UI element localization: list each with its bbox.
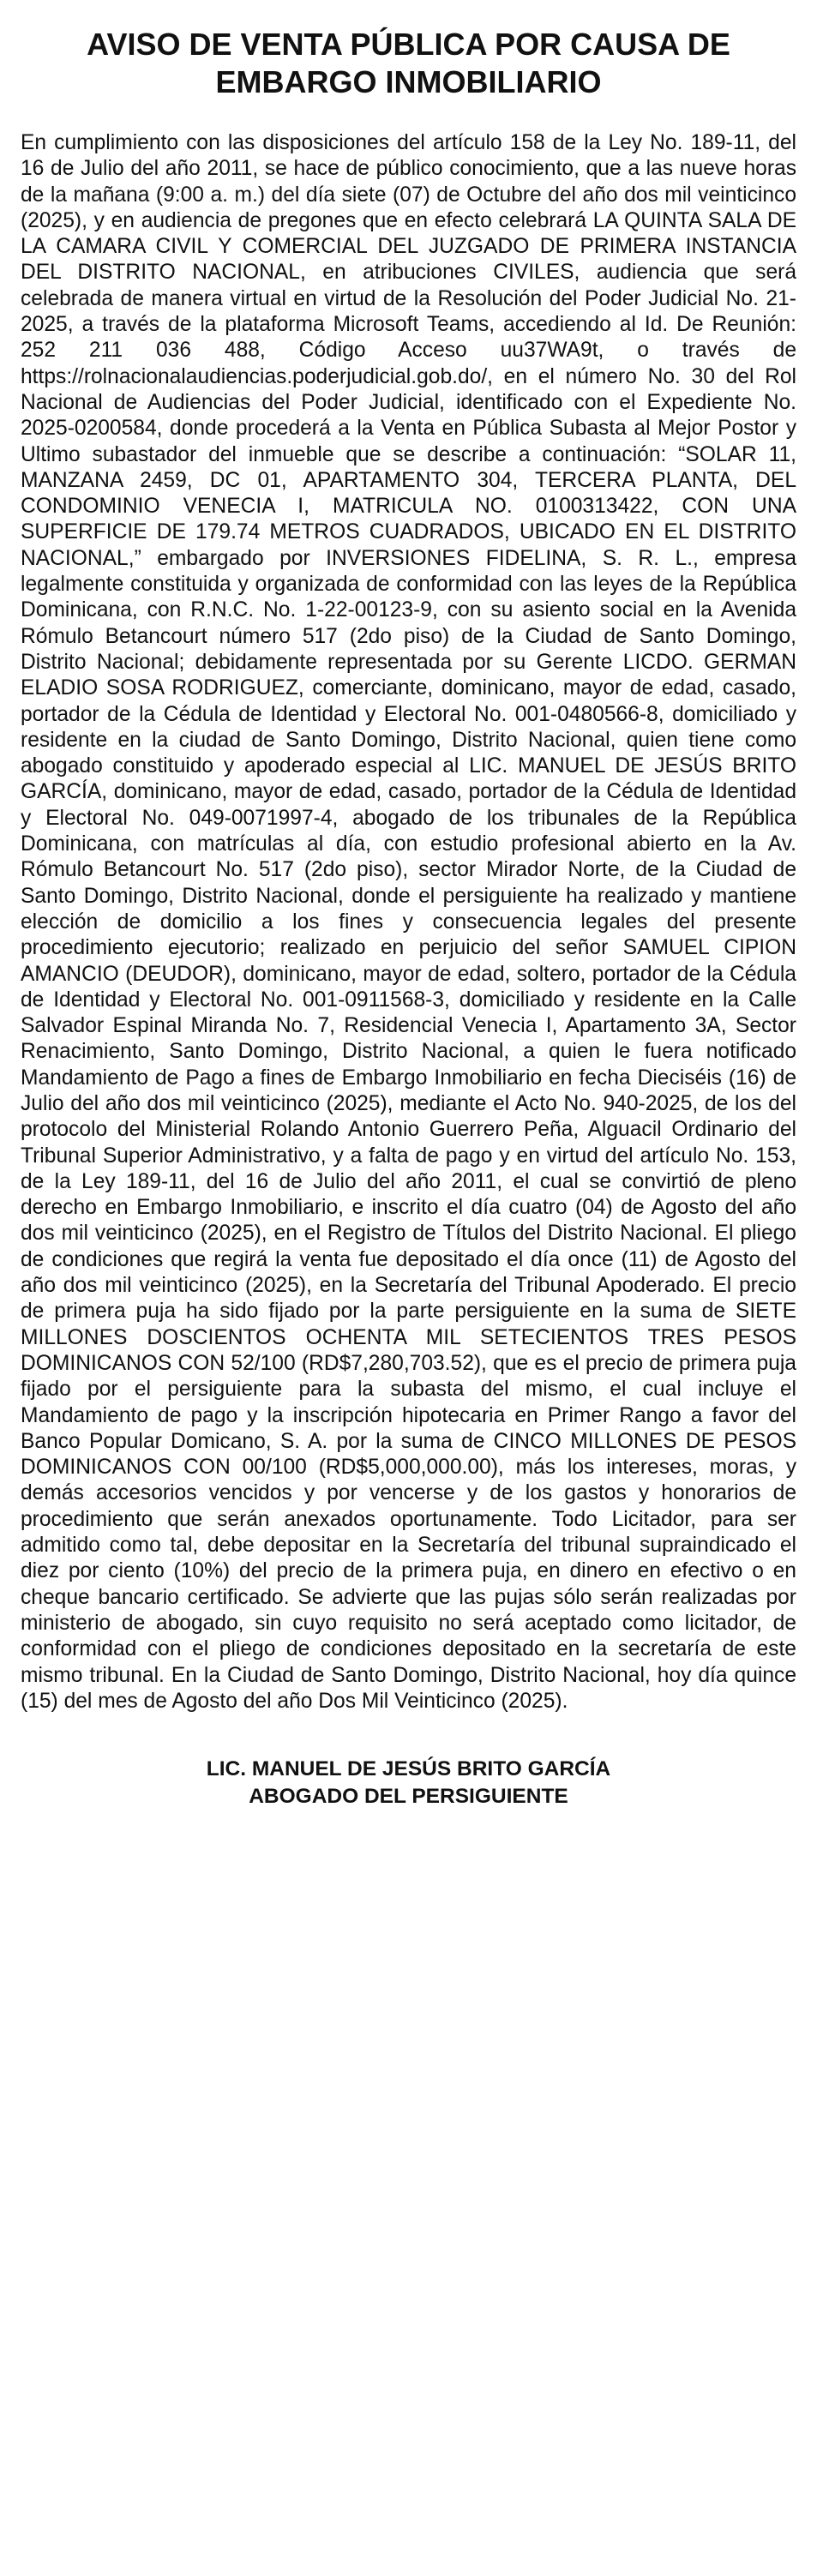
notice-title: AVISO DE VENTA PÚBLICA POR CAUSA DE EMBARGO INMOBILIARIO — [87, 27, 730, 99]
notice-body: En cumplimiento con las disposiciones del artículo 158 de la Ley No. 189-11, del 16 de Julio del año 2011, se hace de público conocimiento, que a las nueve horas de la mañana (9:00 a. m.) del día siete (07) de Octubre del año dos mil veinticinco (2025), y en audiencia de pregones que en efecto celebrará LA QUINTA SALA DE LA CAMARA CIVIL Y COMERCIAL DEL JUZGADO DE PRIMERA INSTANCIA DEL DISTRITO NACIONAL, en atribuciones CIVILES, audiencia que será celebrada de manera virtual en virtud de la Resolución del Poder Judicial No. 21-2025, a través de la plataforma Microsoft Teams, accediendo al Id. De Reunión: 252 211 036 488, Código Acceso uu37WA9t, o través de https://rolnacionalaudiencias.poderjudicial.gob.do/, en el número No. 30 del Rol Nacional de Audiencias del Poder Judicial, identificado con el Expediente No. 2025-0200584, donde procederá a la Venta en Pública Subasta al Mejor Postor y Ultimo subastador del inmueble que se describe a continuación: “SOLAR 11, MANZANA 2459, DC 01, APARTAMENTO 304, TERCERA PLANTA, DEL CONDOMINIO VENECIA I, MATRICULA NO. 0100313422, CON UNA SUPERFICIE DE 179.74 METROS CUADRADOS, UBICADO EN EL DISTRITO NACIONAL,” embargado por INVERSIONES FIDELINA, S. R. L., empresa legalmente constituida y organizada de conformidad con las leyes de la República Dominicana, con R.N.C. No. 1-22-00123-9, con su asiento social en la Avenida Rómulo Betancourt número 517 (2do piso) de la Ciudad de Santo Domingo, Distrito Nacional; debidamente representada por su Gerente LICDO. GERMAN ELADIO SOSA RODRIGUEZ, comerciante, dominicano, mayor de edad, casado, portador de la Cédula de Identidad y Electoral No. 001-0480566-8, domiciliado y residente en la ciudad de Santo Domingo, Distrito Nacional, quien tiene como abogado constituido y apoderado especial al LIC. MANUEL DE JESÚS BRITO GARCÍA, dominicano, mayor de edad, casado, portador de la Cédula de Identidad y Electoral No. 049-0071997-4, abogado de los tribunales de la República Dominicana, con matrículas al día, con estudio profesional abierto en la Av. Rómulo Betancourt No. 517 (2do piso), sector Mirador Norte, de la Ciudad de Santo Domingo, Distrito Nacional, donde el persiguiente ha realizado y mantiene elección de domicilio a los fines y consecuencia legales del presente procedimiento ejecutorio; realizado en perjuicio del señor SAMUEL CIPION AMANCIO (DEUDOR), dominicano, mayor de edad, soltero, portador de la Cédula de Identidad y Electoral No. 001-0911568-3, domiciliado y residente en la Calle Salvador Espinal Miranda No. 7, Residencial Venecia I, Apartamento 3A, Sector Renacimiento, Santo Domingo, Distrito Nacional, a quien le fuera notificado Mandamiento de Pago a fines de Embargo Inmobiliario en fecha Dieciséis (16) de Julio del año dos mil veinticinco (2025), mediante el Acto No. 940-2025, de los del protocolo del Ministerial Rolando Antonio Guerrero Peña, Alguacil Ordinario del Tribunal Superior Administrativo, y a falta de pago y en virtud del artículo No. 153, de la Ley 189-11, del 16 de Julio del año 2011, el cual se convirtió de pleno derecho en Embargo Inmobiliario, e inscrito el día cuatro (04) de Agosto del año dos mil veinticinco (2025), en el Registro de Títulos del Distrito Nacional. El pliego de condiciones que regirá la venta fue depositado el día once (11) de Agosto del año dos mil veinticinco (2025), en la Secretaría del Tribunal Apoderado. El precio de primera puja ha sido fijado por la parte persiguiente en la suma de SIETE MILLONES DOSCIENTOS OCHENTA MIL SETECIENTOS TRES PESOS DOMINICANOS CON 52/100 (RD$7,280,703.52), que es el precio de primera puja fijado por el persiguiente para la subasta del mismo, el cual incluye el Mandamiento de pago y la inscripción hipotecaria en Primer Rango a favor del Banco Popular Domicano, S. A. por la suma de CINCO MILLONES DE PESOS DOMINICANOS CON 00/100 (RD$5,000,000.00), más los intereses, moras, y demás accesorios vencidos y por vencerse y de los gastos y honorarios de procedimiento que serán anexados oportunamente. Todo Licitador, para ser admitido como tal, debe depositar en la Secretaría del tribunal supraindicado el diez por ciento (10%) del precio de la primera puja, en dinero en efectivo o en cheque bancario certificado. Se advierte que las pujas sólo serán realizadas por ministerio de abogado, sin cuyo requisito no será aceptado como licitador, de conformidad con el pliego de condiciones depositado en la secretaría de este mismo tribunal. En la Ciudad de Santo Domingo, Distrito Nacional, hoy día quince (15) del mes de Agosto del año Dos Mil Veinticinco (2025). — [21, 131, 796, 1713]
signature-name: LIC. MANUEL DE JESÚS BRITO GARCÍA — [206, 1757, 611, 1781]
signature-block — [21, 1756, 796, 1810]
signature-role: ABOGADO DEL PERSIGUIENTE — [249, 1785, 568, 1809]
